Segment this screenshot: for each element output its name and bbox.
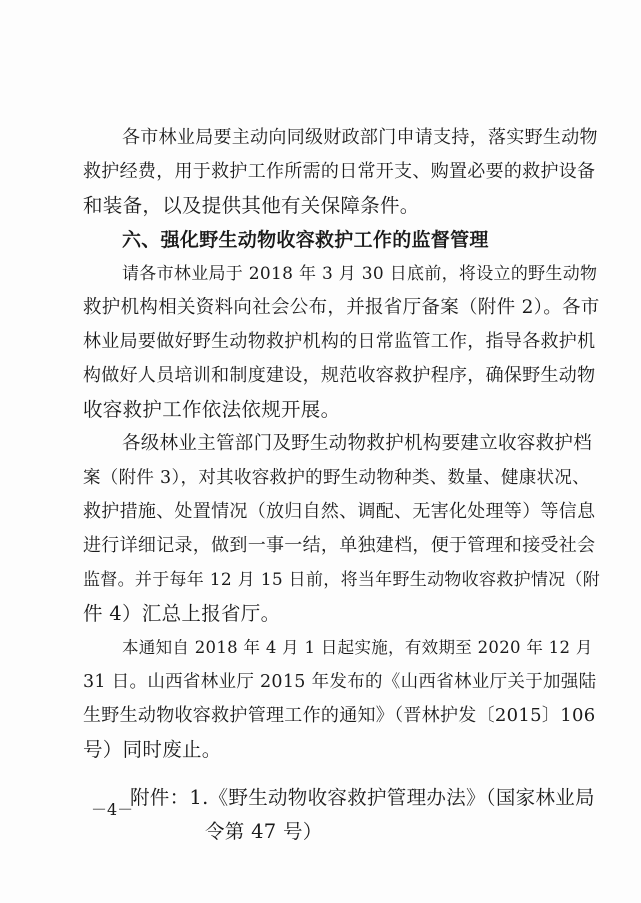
attachment-line: 附件：1.《野生动物收容救护管理办法》（国家林业局 xyxy=(130,786,595,809)
body-text-line: 生野生动物收容救护管理工作的通知》（晋林护发〔2015〕106 xyxy=(83,705,596,726)
body-text-line: 案（附件 3），对其收容救护的野生动物种类、数量、健康状况、 xyxy=(83,468,590,488)
body-text-line: 31 日。山西省林业厅 2015 年发布的《山西省林业厅关于加强陆 xyxy=(83,672,597,692)
body-text-line: 请各市林业局于 2018 年 3 月 30 日底前，将设立的野生动物 xyxy=(122,264,598,284)
body-text-line: 监督。并于每年 12 月 15 日前，将当年野生动物收容救护情况（附 xyxy=(83,570,601,590)
section-heading: 六、强化野生动物收容救护工作的监督管理 xyxy=(122,229,489,251)
body-text-line: 构做好人员培训和制度建设，规范收容救护程序，确保野生动物 xyxy=(83,365,596,386)
body-text-line: 收容救护工作依法依规开展。 xyxy=(83,398,341,421)
body-text-line: 号）同时废止。 xyxy=(83,738,222,761)
body-text-line: 各市林业局要主动向同级财政部门申请支持，落实野生动物 xyxy=(122,127,598,148)
body-text-line: 件 4）汇总上报省厅。 xyxy=(83,602,281,625)
body-text-line: 进行详细记录，做到一事一结，单独建档，便于管理和接受社会 xyxy=(83,535,596,556)
attachment-line: 令第 47 号） xyxy=(205,820,323,843)
body-text-line: 本通知自 2018 年 4 月 1 日起实施，有效期至 2020 年 12 月 xyxy=(122,638,593,657)
body-text-line: 各级林业主管部门及野生动物救护机构要建立收容救护档 xyxy=(122,433,593,454)
page-number: －4－ xyxy=(91,800,134,819)
body-text-line: 救护机构相关资料向社会公布，并报省厅备案（附件 2）。各市 xyxy=(83,297,600,318)
body-text-line: 林业局要做好野生动物救护机构的日常监管工作，指导各救护机 xyxy=(83,331,596,352)
body-text-line: 救护措施、处置情况（放归自然、调配、无害化处理等）等信息 xyxy=(83,501,596,522)
body-text-line: 救护经费，用于救护工作所需的日常开支、购置必要的救护设备 xyxy=(83,161,596,182)
body-text-line: 和装备，以及提供其他有关保障条件。 xyxy=(83,194,420,217)
